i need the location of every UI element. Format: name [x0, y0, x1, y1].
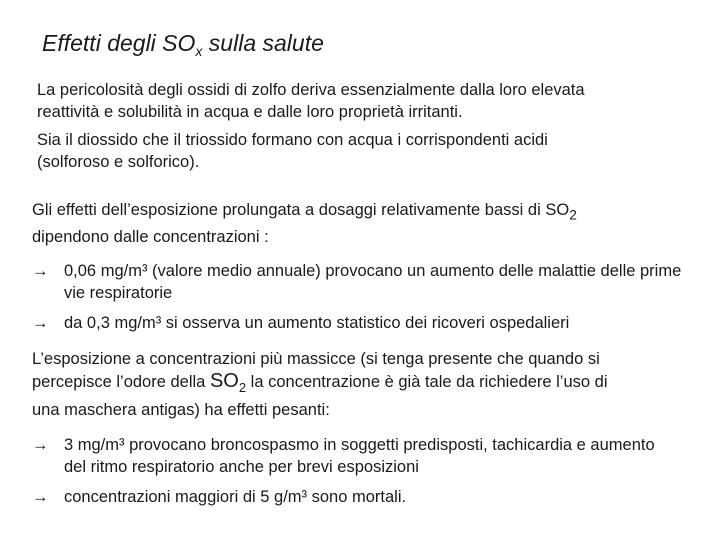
so2-subscript: 2 — [569, 207, 577, 223]
title-subscript: x — [195, 43, 203, 59]
arrow-right-icon: → — [32, 488, 49, 506]
list-item-text: 3 mg/m³ provocano broncospasmo in soggetti predisposti, tachicardia e aumento del ritmo respiratorio anche per brevi esposizioni — [64, 436, 655, 476]
massive-exposure-line: una maschera antigas) ha effetti pesanti: — [32, 401, 330, 419]
massive-exposure-text: la concentrazione è già tale da richiedere l’uso di — [246, 373, 608, 391]
intro-line: La pericolosità degli ossidi di zolfo deriva essenzialmente dalla loro elevata — [37, 81, 585, 99]
list-item — [32, 260, 682, 304]
long-exposure-paragraph — [32, 199, 577, 248]
list-item-text: concentrazioni maggiori di 5 g/m³ sono mortali. — [64, 488, 407, 506]
intro-line: Sia il diossido che il triossido formano con acqua i corrispondenti acidi — [37, 131, 548, 149]
so2-subscript: 2 — [238, 380, 247, 395]
list-item — [32, 434, 662, 478]
arrow-right-icon: → — [32, 436, 49, 454]
title-rest: sulla salute — [202, 30, 324, 56]
arrow-right-icon: → — [32, 314, 49, 332]
so2-text: SO — [209, 370, 239, 392]
long-exposure-text: Gli effetti dell’esposizione prolungata a dosaggi relativamente bassi di SO — [32, 201, 570, 219]
title-text: Effetti degli SO — [42, 30, 196, 56]
intro-line: (solforoso e solforico). — [37, 153, 200, 171]
list-item-text: da 0,3 mg/m³ si osserva un aumento statistico dei ricoveri ospedalieri — [64, 314, 570, 332]
massive-exposure-list — [32, 434, 662, 516]
arrow-right-icon: → — [32, 262, 49, 280]
long-exposure-line: dipendono dalle concentrazioni : — [32, 228, 269, 247]
list-item — [32, 486, 662, 508]
list-item — [32, 312, 682, 334]
massive-exposure-line: L’esposizione a concentrazioni più massicce (si tenga presente che quando si — [32, 350, 600, 368]
long-exposure-line — [32, 199, 577, 226]
slide-title — [42, 30, 324, 59]
massive-exposure-text: percepisce l’odore della — [32, 373, 210, 391]
so2-formula — [209, 370, 247, 395]
massive-exposure-line — [32, 370, 607, 399]
long-exposure-list — [32, 260, 682, 342]
list-item-text: 0,06 mg/m³ (valore medio annuale) provocano un aumento delle malattie delle prime vie respiratorie — [64, 262, 682, 302]
intro-line: reattività e solubilità in acqua e dalle loro proprietà irritanti. — [37, 103, 463, 121]
massive-exposure-paragraph — [32, 348, 607, 421]
intro-paragraph — [37, 79, 585, 173]
